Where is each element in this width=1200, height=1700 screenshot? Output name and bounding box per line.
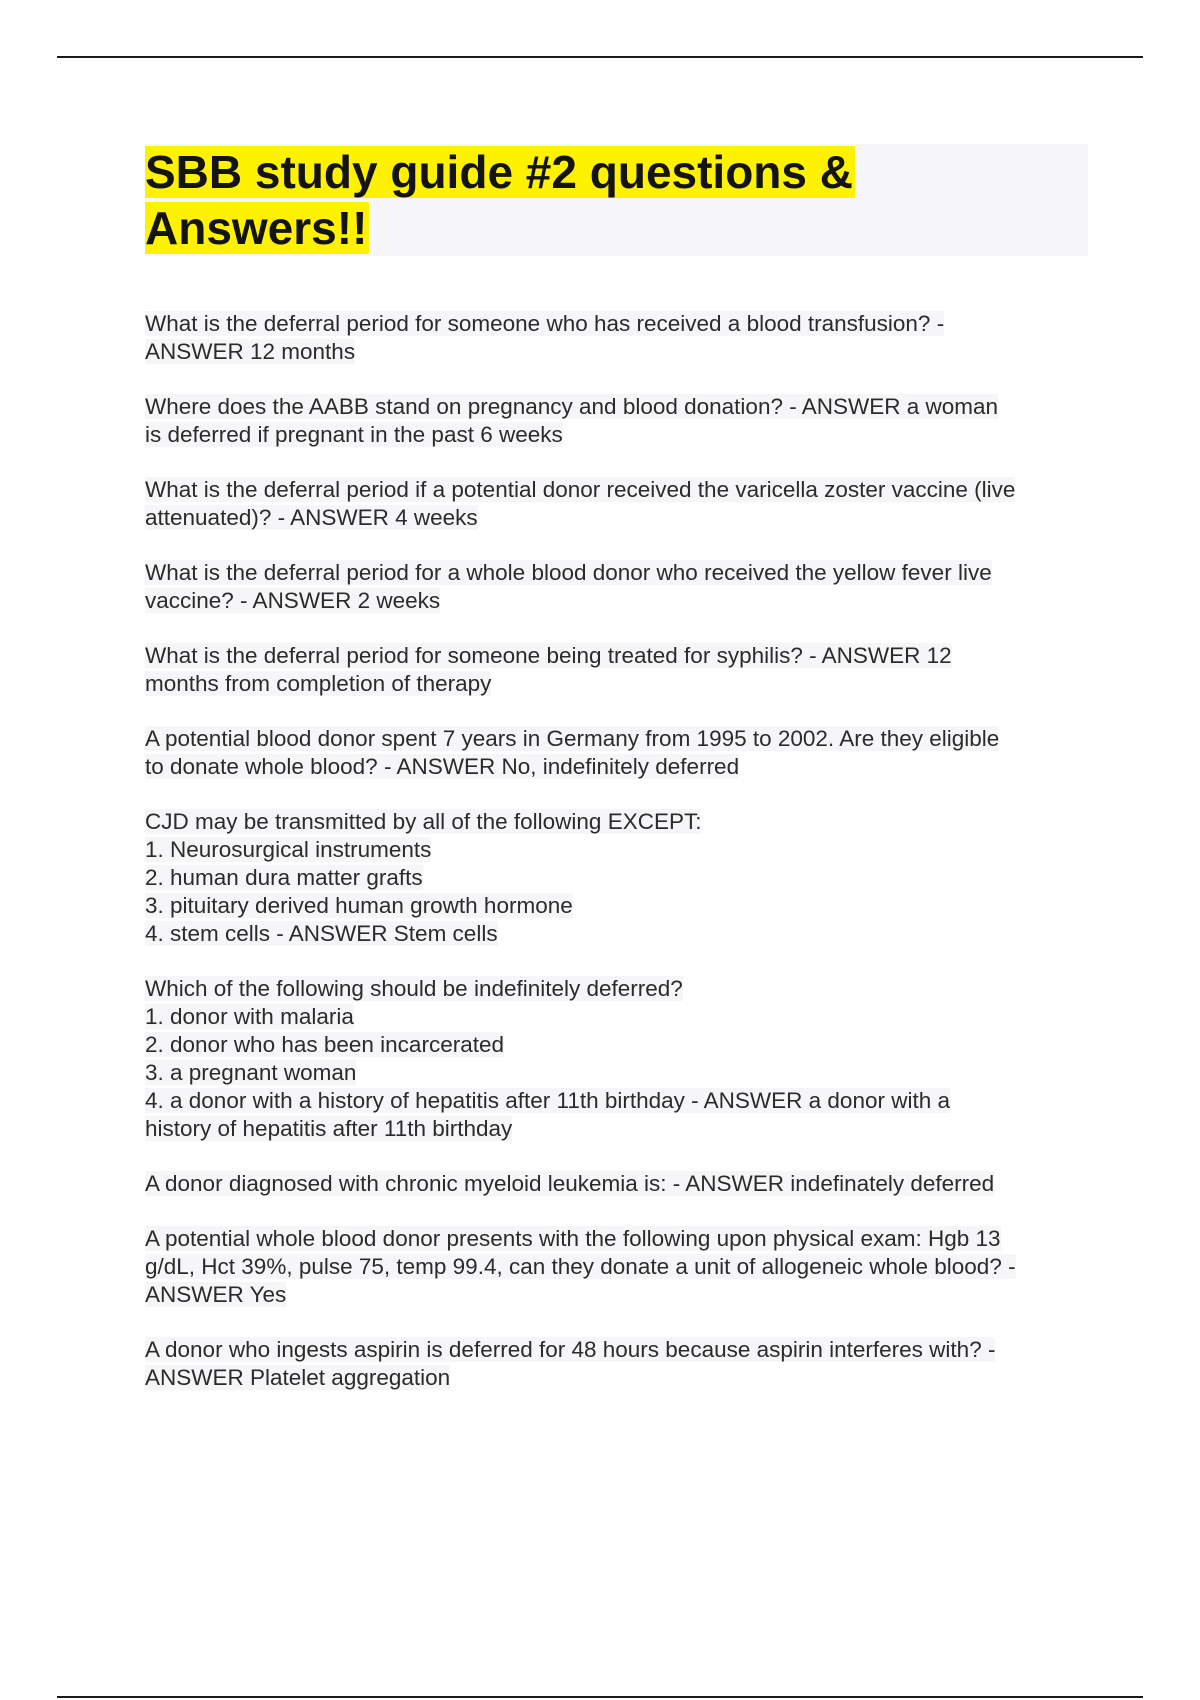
qa-line: What is the deferral period for a whole blood donor who received the yellow fever live xyxy=(145,560,992,585)
qa-line: is deferred if pregnant in the past 6 weeks xyxy=(145,422,563,447)
qa-line: attenuated)? - ANSWER 4 weeks xyxy=(145,505,478,530)
qa-item xyxy=(145,393,1085,449)
qa-line: 4. stem cells - ANSWER Stem cells xyxy=(145,921,498,946)
qa-line: g/dL, Hct 39%, pulse 75, temp 99.4, can they donate a unit of allogeneic whole blood? - xyxy=(145,1254,1016,1279)
top-rule xyxy=(57,56,1143,58)
qa-line: 3. a pregnant woman xyxy=(145,1060,357,1085)
qa-line: Which of the following should be indefinitely deferred? xyxy=(145,976,683,1001)
qa-line: 1. Neurosurgical instruments xyxy=(145,837,432,862)
qa-item xyxy=(145,975,1085,1143)
qa-line: 1. donor with malaria xyxy=(145,1004,354,1029)
qa-item xyxy=(145,1225,1085,1309)
qa-line: A potential blood donor spent 7 years in Germany from 1995 to 2002. Are they eligible xyxy=(145,726,1000,751)
qa-item xyxy=(145,1170,1085,1198)
qa-item xyxy=(145,559,1085,615)
page-title xyxy=(145,144,1088,256)
qa-item xyxy=(145,642,1085,698)
bottom-rule xyxy=(57,1696,1143,1698)
qa-line: What is the deferral period if a potential donor received the varicella zoster vaccine (live xyxy=(145,477,1016,502)
qa-item xyxy=(145,310,1085,366)
qa-line: 4. a donor with a history of hepatitis after 11th birthday - ANSWER a donor with a xyxy=(145,1088,950,1113)
qa-item xyxy=(145,725,1085,781)
title-line-1: SBB study guide #2 questions & xyxy=(145,146,853,198)
qa-list xyxy=(145,310,1085,1419)
qa-line: Where does the AABB stand on pregnancy and blood donation? - ANSWER a woman xyxy=(145,394,999,419)
qa-line: A potential whole blood donor presents with the following upon physical exam: Hgb 13 xyxy=(145,1226,1001,1251)
qa-item xyxy=(145,808,1085,948)
qa-line: ANSWER 12 months xyxy=(145,339,356,364)
qa-line: CJD may be transmitted by all of the following EXCEPT: xyxy=(145,809,702,834)
qa-line: 2. human dura matter grafts xyxy=(145,865,423,890)
qa-line: vaccine? - ANSWER 2 weeks xyxy=(145,588,441,613)
qa-line: months from completion of therapy xyxy=(145,671,492,696)
qa-line: to donate whole blood? - ANSWER No, indefinitely deferred xyxy=(145,754,740,779)
qa-line: history of hepatitis after 11th birthday xyxy=(145,1116,513,1141)
qa-line: What is the deferral period for someone being treated for syphilis? - ANSWER 12 xyxy=(145,643,952,668)
title-line-2: Answers!! xyxy=(145,202,368,254)
qa-line: What is the deferral period for someone who has received a blood transfusion? - xyxy=(145,311,945,336)
qa-line: ANSWER Yes xyxy=(145,1282,287,1307)
qa-line: A donor diagnosed with chronic myeloid leukemia is: - ANSWER indefinately deferred xyxy=(145,1171,995,1196)
qa-line: A donor who ingests aspirin is deferred for 48 hours because aspirin interferes with? - xyxy=(145,1337,996,1362)
qa-line: ANSWER Platelet aggregation xyxy=(145,1365,451,1390)
qa-item xyxy=(145,1336,1085,1392)
qa-line: 2. donor who has been incarcerated xyxy=(145,1032,504,1057)
qa-line: 3. pituitary derived human growth hormone xyxy=(145,893,573,918)
qa-item xyxy=(145,476,1085,532)
